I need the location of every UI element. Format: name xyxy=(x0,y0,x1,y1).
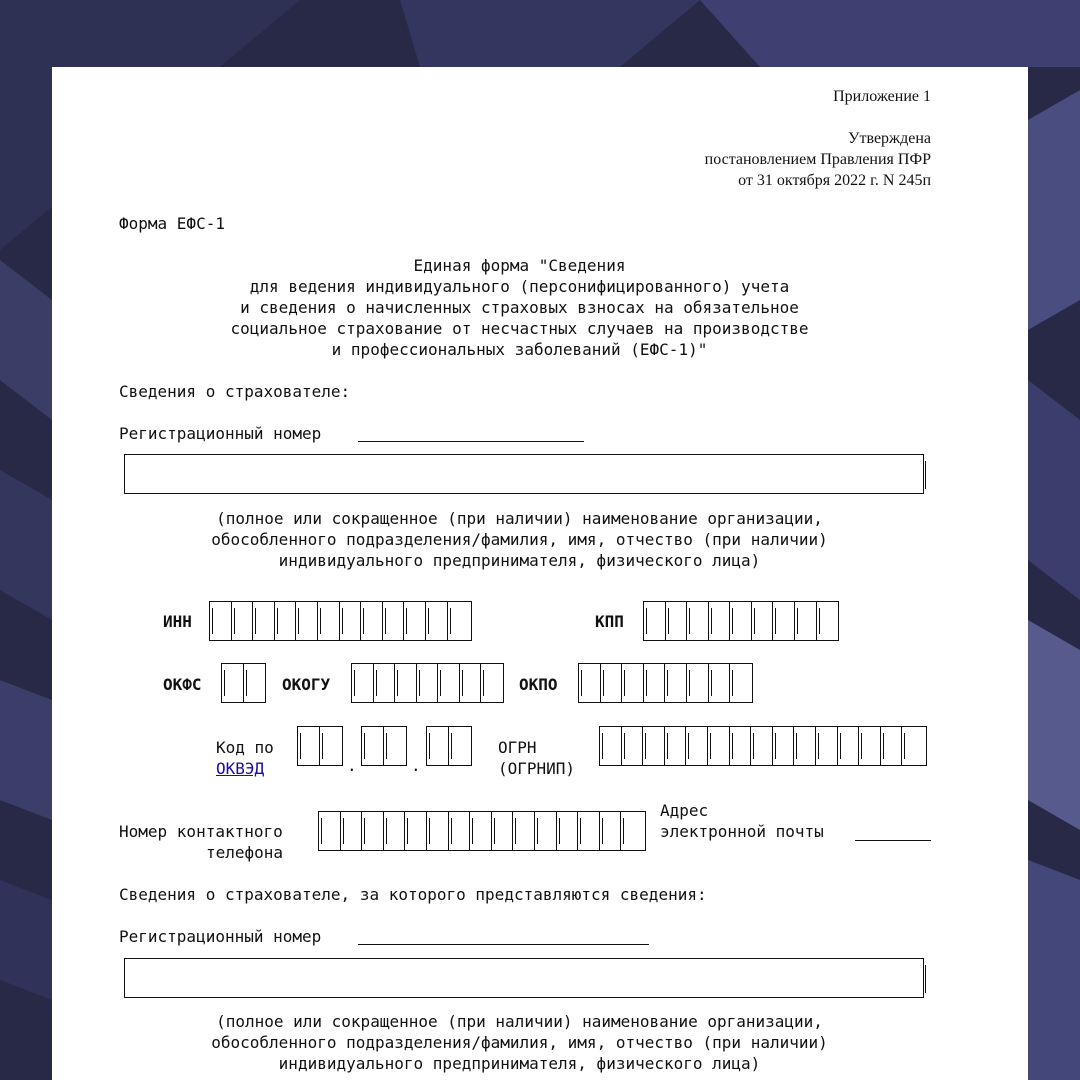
okved-link-wrapper xyxy=(216,758,264,779)
phone-field[interactable] xyxy=(318,811,646,851)
okved-field-part-3[interactable] xyxy=(426,726,472,766)
form-title-line-5: и профессиональных заболеваний (ЕФС-1)" xyxy=(331,340,708,359)
document-page xyxy=(52,67,1028,1080)
section-1-note-line-2: обособленного подразделения/фамилия, имя, отчество (при наличии) xyxy=(211,530,828,549)
section-2-org-name-field[interactable] xyxy=(124,958,924,998)
section-2-note-line-1: (полное или сокращенное (при наличии) наименование организации, xyxy=(216,1012,823,1031)
form-title-line-3: и сведения о начисленных страховых взносах на обязательное xyxy=(240,298,799,317)
okved-separator-1: . xyxy=(347,756,357,775)
kpp-label: КПП xyxy=(595,612,624,631)
okved-field-part-1[interactable] xyxy=(297,726,343,766)
section-2-note-line-2: обособленного подразделения/фамилия, имя, отчество (при наличии) xyxy=(211,1033,828,1052)
okogu-label: ОКОГУ xyxy=(282,675,331,694)
kpp-field[interactable] xyxy=(643,601,839,641)
inn-field[interactable] xyxy=(209,601,472,641)
email-label-line-2: электронной почты xyxy=(660,822,824,841)
section-1-org-name-field[interactable] xyxy=(124,454,924,494)
section-1-reg-label: Регистрационный номер xyxy=(119,424,322,443)
email-label-line-1: Адрес xyxy=(660,801,709,820)
form-title-line-2: для ведения индивидуального (персонифицированного) учета xyxy=(249,277,790,296)
okved-prefix-label: Код по xyxy=(216,738,274,757)
email-field[interactable] xyxy=(855,840,931,841)
section-2-note-line-3: индивидуального предпринимателя, физического лица) xyxy=(278,1054,761,1073)
section-1-note-line-1: (полное или сокращенное (при наличии) наименование организации, xyxy=(216,509,823,528)
okved-separator-2: . xyxy=(411,756,421,775)
ogrn-label: ОГРН xyxy=(498,738,537,757)
ogrnip-label: (ОГРНИП) xyxy=(498,759,576,778)
okpo-label: ОКПО xyxy=(519,675,558,694)
section-1-heading: Сведения о страхователе: xyxy=(119,382,351,401)
approved-line-3: от 31 октября 2022 г. N 245п xyxy=(738,172,931,189)
approved-line-1: Утверждена xyxy=(848,130,931,147)
inn-label: ИНН xyxy=(163,612,192,631)
section-2-heading: Сведения о страхователе, за которого представляются сведения: xyxy=(119,885,707,904)
appendix-label: Приложение 1 xyxy=(833,88,931,105)
okogu-field[interactable] xyxy=(351,663,504,703)
okfs-label: ОКФС xyxy=(163,675,202,694)
okved-field-part-2[interactable] xyxy=(361,726,407,766)
section-2-reg-label: Регистрационный номер xyxy=(119,927,322,946)
section-1-reg-number-field[interactable] xyxy=(358,441,584,442)
section-2-reg-number-field[interactable] xyxy=(358,944,649,945)
ogrn-field[interactable] xyxy=(599,726,927,766)
section-1-note-line-3: индивидуального предпринимателя, физического лица) xyxy=(278,551,761,570)
okpo-field[interactable] xyxy=(578,663,753,703)
approved-line-2: постановлением Правления ПФР xyxy=(704,151,931,168)
okved-link[interactable]: ОКВЭД xyxy=(216,759,265,778)
form-code: Форма ЕФС-1 xyxy=(119,214,225,233)
form-title-line-1: Единая форма "Сведения xyxy=(413,256,626,275)
okfs-field[interactable] xyxy=(221,663,266,703)
phone-label-line-1: Номер контактного xyxy=(119,822,283,841)
phone-label-line-2: телефона xyxy=(206,843,284,862)
form-title-line-4: социальное страхование от несчастных случаев на производстве xyxy=(230,319,809,338)
